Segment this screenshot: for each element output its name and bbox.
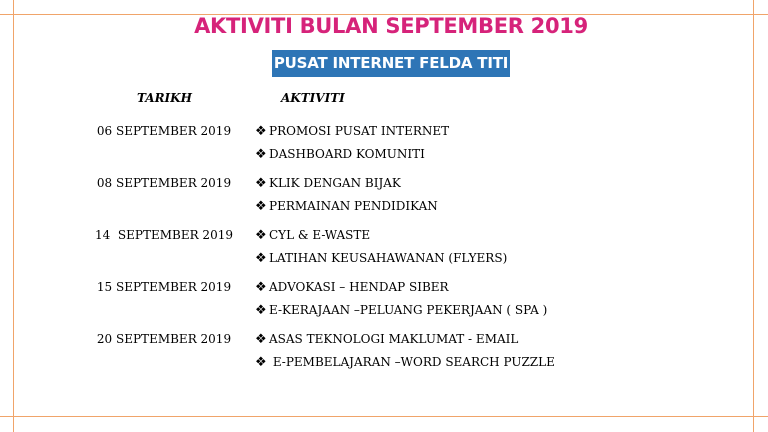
- frame-left-line: [13, 0, 14, 432]
- schedule-date: 15 SEPTEMBER 2019: [96, 280, 232, 294]
- four-diamond-bullet-icon: ❖: [255, 332, 267, 347]
- activity-label: E-PEMBELAJARAN –WORD SEARCH PUZZLE: [269, 355, 555, 369]
- four-diamond-bullet-icon: ❖: [255, 280, 267, 295]
- schedule-date: 14 SEPTEMBER 2019: [95, 228, 233, 242]
- activity-item: [255, 280, 449, 294]
- activity-label: LATIHAN KEUSAHAWANAN (FLYERS): [269, 251, 508, 265]
- activity-item: [255, 228, 370, 242]
- date-column-header: TARIKH: [137, 91, 192, 105]
- frame-right-line: [753, 0, 754, 432]
- four-diamond-bullet-icon: ❖: [255, 199, 267, 214]
- four-diamond-bullet-icon: ❖: [255, 228, 267, 243]
- four-diamond-bullet-icon: ❖: [255, 147, 267, 162]
- activity-label: CYL & E-WASTE: [269, 228, 371, 242]
- activity-label: PROMOSI PUSAT INTERNET: [269, 124, 450, 138]
- subtitle-banner: PUSAT INTERNET FELDA TITI: [272, 50, 510, 77]
- activity-label: KLIK DENGAN BIJAK: [269, 176, 401, 190]
- four-diamond-bullet-icon: ❖: [255, 303, 267, 318]
- activity-item: [255, 251, 507, 265]
- four-diamond-bullet-icon: ❖: [255, 355, 267, 370]
- four-diamond-bullet-icon: ❖: [255, 124, 267, 139]
- schedule-date: 08 SEPTEMBER 2019: [96, 176, 232, 190]
- activity-item: [255, 124, 449, 138]
- activity-item: [255, 176, 401, 190]
- activity-label: ASAS TEKNOLOGI MAKLUMAT - EMAIL: [269, 332, 519, 346]
- four-diamond-bullet-icon: ❖: [255, 251, 267, 266]
- activity-label: E-KERAJAAN –PELUANG PEKERJAAN ( SPA ): [269, 303, 548, 317]
- activity-item: [255, 199, 438, 213]
- activity-item: [255, 147, 425, 161]
- page-title: AKTIVITI BULAN SEPTEMBER 2019: [194, 14, 588, 38]
- activity-item: [255, 303, 547, 317]
- activity-label: ADVOKASI – HENDAP SIBER: [269, 280, 449, 294]
- activity-label: PERMAINAN PENDIDIKAN: [269, 199, 438, 213]
- four-diamond-bullet-icon: ❖: [255, 176, 267, 191]
- activity-item: [255, 355, 555, 369]
- activity-label: DASHBOARD KOMUNITI: [269, 147, 425, 161]
- activity-column-header: AKTIVITI: [281, 91, 345, 105]
- schedule-date: 06 SEPTEMBER 2019: [96, 124, 232, 138]
- schedule-date: 20 SEPTEMBER 2019: [96, 332, 232, 346]
- activity-item: [255, 332, 518, 346]
- frame-bottom-line: [0, 416, 768, 417]
